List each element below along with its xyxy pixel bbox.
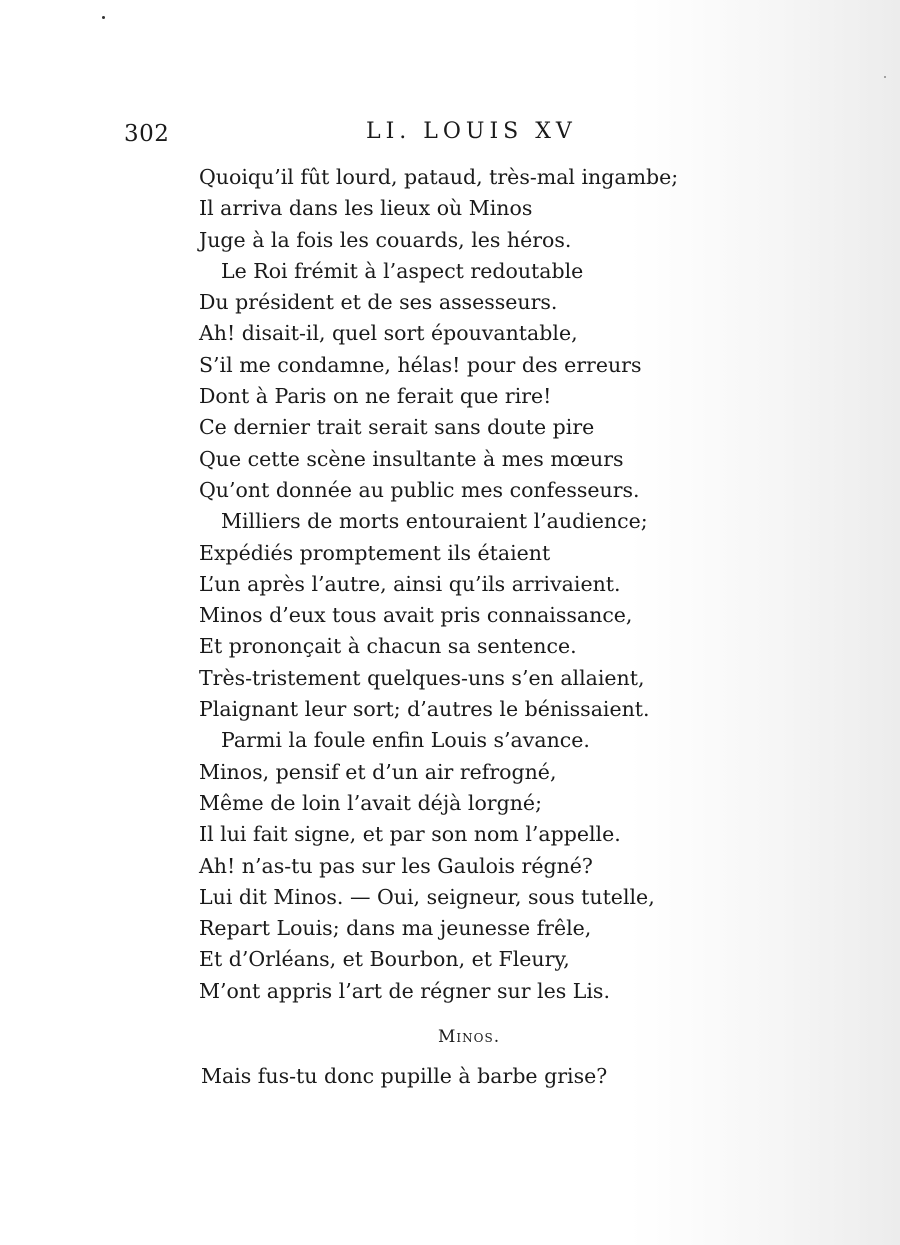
verse-line: Ce dernier trait serait sans doute pire — [199, 415, 595, 440]
verse-line: Qu’ont donnée au public mes confesseurs. — [199, 477, 640, 502]
verse-line: Mais fus-tu donc pupille à barbe grise? — [201, 1064, 608, 1088]
verse-line: Le Roi frémit à l’aspect redoutable — [221, 258, 584, 283]
print-speck — [102, 16, 105, 19]
verse-line: Dont à Paris on ne ferait que rire! — [199, 384, 552, 409]
verse-line: Minos, pensif et d’un air refrogné, — [199, 759, 557, 784]
verse-line: Et d’Orléans, et Bourbon, et Fleury, — [199, 947, 570, 972]
verse-line: Expédiés promptement ils étaient — [199, 540, 551, 565]
print-speck — [884, 76, 886, 78]
verse-line: Minos d’eux tous avait pris connaissance, — [199, 603, 633, 628]
verse-line: Du président et de ses assesseurs. — [199, 290, 558, 315]
verse-line: S’il me condamne, hélas! pour des erreurs — [199, 352, 642, 377]
verse-block — [199, 162, 678, 1007]
verse-line: Juge à la fois les couards, les héros. — [199, 227, 572, 252]
verse-line: M’ont appris l’art de régner sur les Lis. — [199, 978, 610, 1003]
verse-line: Ah! n’as-tu pas sur les Gaulois régné? — [199, 853, 593, 878]
verse-line: Que cette scène insultante à mes mœurs — [199, 446, 624, 471]
verse-line: Il arriva dans les lieux où Minos — [199, 196, 533, 221]
page-number: 302 — [124, 121, 170, 147]
verse-line: Repart Louis; dans ma jeunesse frêle, — [199, 916, 592, 941]
running-head: LI. LOUIS XV — [366, 119, 577, 144]
verse-line: Et prononçait à chacun sa sentence. — [199, 634, 577, 659]
verse-line: Lui dit Minos. — Oui, seigneur, sous tutelle, — [199, 884, 655, 909]
verse-line: Il lui fait signe, et par son nom l’appelle. — [199, 822, 621, 847]
verse-line: Même de loin l’avait déjà lorgné; — [199, 790, 542, 815]
speaker-heading: Minos. — [438, 1027, 501, 1047]
verse-line: Plaignant leur sort; d’autres le bénissaient. — [199, 697, 650, 722]
verse-line: Milliers de morts entouraient l’audience; — [221, 509, 648, 534]
verse-line: Quoiqu’il fût lourd, pataud, très-mal ingambe; — [199, 165, 679, 189]
verse-line: Très-tristement quelques-uns s’en allaient, — [199, 665, 645, 690]
verse-line: L’un après l’autre, ainsi qu’ils arrivaient. — [199, 571, 621, 596]
verse-line: Ah! disait-il, quel sort épouvantable, — [199, 321, 578, 346]
verse-line: Parmi la foule enfin Louis s’avance. — [221, 728, 590, 753]
